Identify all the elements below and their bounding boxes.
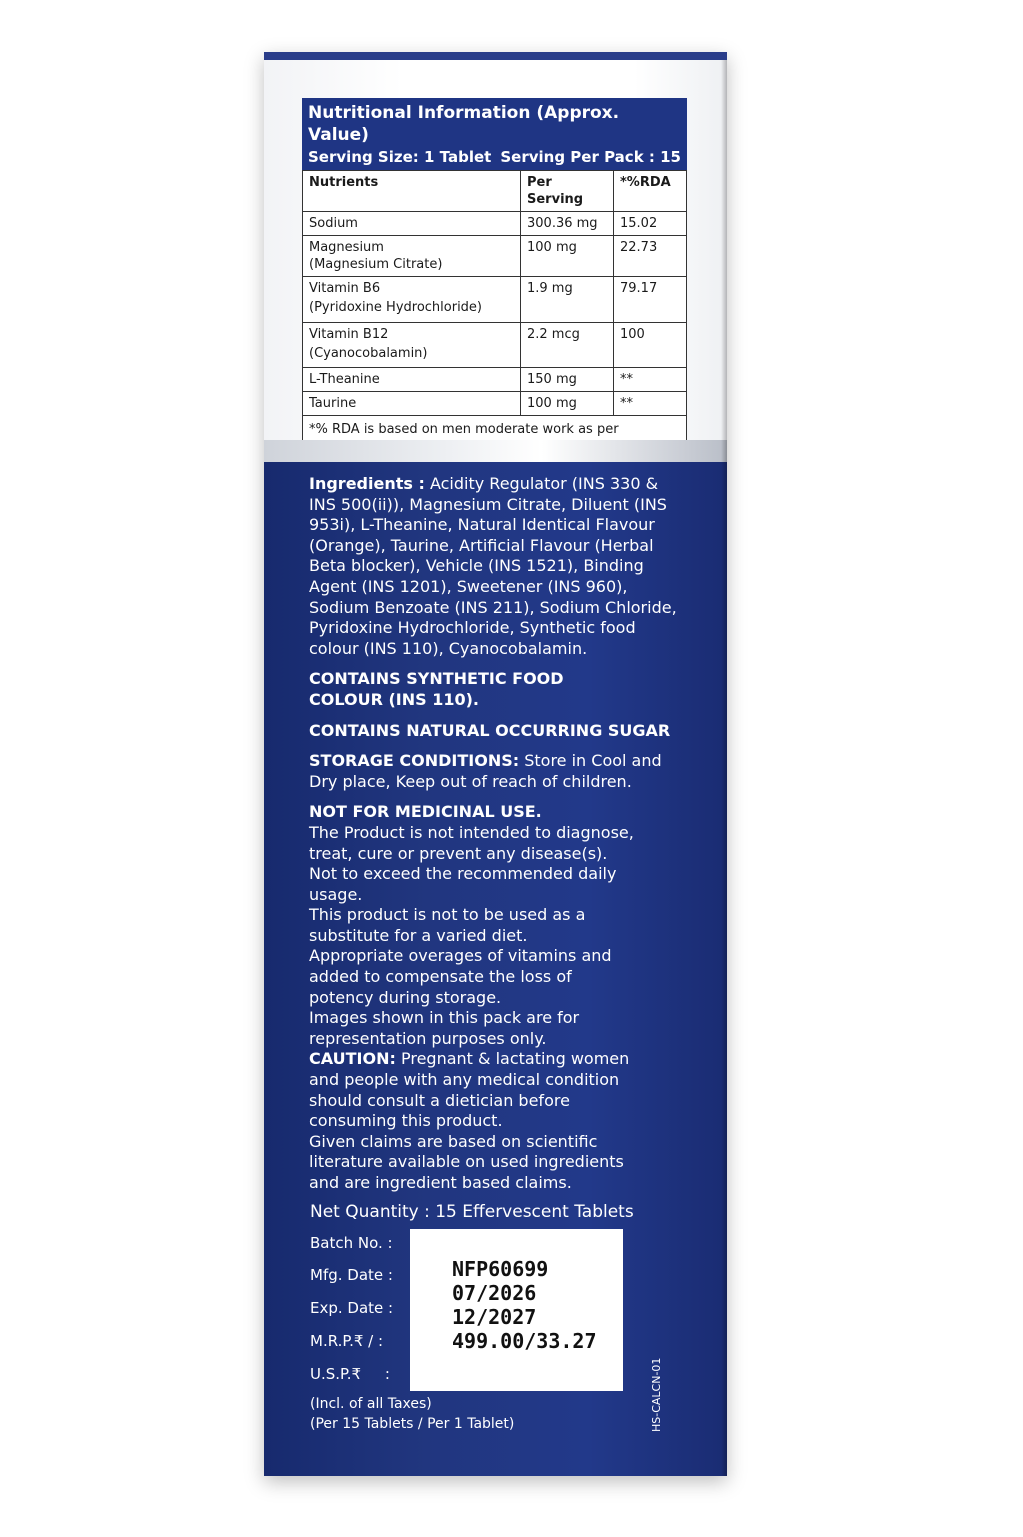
synthetic-colour-notice: CONTAINS SYNTHETIC FOOD COLOUR (INS 110).	[309, 669, 564, 709]
not-medicinal-line: Images shown in this pack are for representation purposes only.	[309, 1008, 580, 1048]
nutrition-title: Nutritional Information (Approx. Value)	[308, 103, 620, 145]
nutrient-rda: 79.17	[614, 277, 687, 323]
not-medicinal-label: NOT FOR MEDICINAL USE.	[309, 802, 542, 822]
header-nutrients: Nutrients	[303, 171, 521, 212]
nutrient-name: Vitamin B6	[309, 281, 381, 296]
nutrition-header	[302, 98, 687, 170]
nutrient-source: (Pyridoxine Hydrochloride)	[309, 300, 483, 315]
storage-label: STORAGE CONDITIONS:	[309, 751, 520, 771]
storage-conditions	[309, 751, 689, 792]
caution-label: CAUTION:	[309, 1049, 396, 1069]
storage-text: Store in Cool and Dry place, Keep out of reach of children.	[309, 751, 662, 791]
not-medicinal-line: The Product is not intended to diagnose, treat, cure or prevent any disease(s).	[309, 822, 634, 863]
nutrient-rda: 22.73	[614, 236, 687, 277]
natural-sugar-notice: CONTAINS NATURAL OCCURRING SUGAR	[309, 720, 671, 740]
not-medicinal-block	[309, 802, 689, 1193]
not-medicinal-line: Appropriate overages of vitamins and added to compensate the loss of potency during storage.	[309, 946, 612, 1007]
ingredients-label: Ingredients :	[309, 474, 425, 493]
nutrient-amount: 100 mg	[521, 392, 614, 416]
box-top-edge	[264, 52, 727, 60]
ingredients-paragraph	[309, 474, 689, 659]
nutrient-cell	[303, 236, 521, 277]
batch-sticker	[410, 1229, 623, 1391]
nutrient-name: Magnesium	[309, 240, 384, 255]
table-row	[303, 323, 687, 368]
nutrient-amount: 1.9 mg	[521, 277, 614, 323]
batch-label: Batch No. :	[310, 1234, 393, 1252]
product-box	[264, 52, 727, 1476]
product-code: HS-CALCN-01	[650, 1357, 663, 1432]
nutrient-rda: **	[614, 392, 687, 416]
nutrient-name: Sodium	[303, 212, 521, 236]
nutrient-source: (Cyanocobalamin)	[309, 346, 428, 361]
table-row	[303, 212, 687, 236]
serving-info	[308, 146, 681, 168]
caution-text: Pregnant & lactating women and people with any medical condition should consult a dietician before consuming this product.	[309, 1049, 630, 1131]
ingredients-block	[309, 474, 689, 1194]
nutrient-amount: 150 mg	[521, 368, 614, 392]
caution-paragraph	[309, 1049, 639, 1131]
not-medicinal-line: Not to exceed the recommended daily usage.	[309, 864, 617, 904]
mfg-date: 07/2026	[452, 1281, 537, 1305]
per-unit-note: (Per 15 Tablets / Per 1 Tablet)	[310, 1416, 515, 1432]
nutrition-table	[302, 98, 687, 482]
nutrient-cell	[303, 323, 521, 368]
nutrient-rda: **	[614, 368, 687, 392]
nutrient-cell	[303, 277, 521, 323]
nutrient-name: L-Theanine	[303, 368, 521, 392]
table-row	[303, 277, 687, 323]
nutrient-name: Vitamin B12	[309, 327, 389, 342]
not-medicinal-line: This product is not to be used as a substitute for a varied diet.	[309, 905, 586, 945]
tax-note: (Incl. of all Taxes)	[310, 1396, 432, 1412]
white-label-panel	[264, 60, 727, 462]
table-row	[303, 236, 687, 277]
table-header-row	[303, 171, 687, 212]
mrp-value: 499.00/33.27	[452, 1329, 597, 1353]
nutrient-source: (Magnesium Citrate)	[309, 257, 443, 272]
usp-label: U.S.P.₹ :	[310, 1365, 390, 1383]
serving-per-pack: Serving Per Pack : 15	[500, 148, 681, 166]
nutrient-rda: 15.02	[614, 212, 687, 236]
ingredients-text: Acidity Regulator (INS 330 & INS 500(ii)), Magnesium Citrate, Diluent (INS 953i), L-Theanine, Natural Identical Flavour (Orange), Taurine, Artificial Flavour (Herbal Beta blocker), Vehicle (INS 1521), Binding Agent (INS 1201), Sweetener (INS 960), Sodium Benzoate (INS 211), Sodium Chloride, Pyridoxine Hydrochloride, Synthetic food colour (INS 110), Cyanocobalamin.	[309, 474, 677, 658]
mfg-label: Mfg. Date :	[310, 1266, 393, 1284]
table-row	[303, 368, 687, 392]
nutrient-rda: 100	[614, 323, 687, 368]
claims-note: Given claims are based on scientific literature available on used ingredients and are ingredient based claims.	[309, 1131, 624, 1192]
serving-size: Serving Size: 1 Tablet	[308, 148, 492, 166]
nutrient-amount: 2.2 mcg	[521, 323, 614, 368]
batch-number: NFP60699	[452, 1257, 549, 1281]
rda-footnote: *% RDA is based on men moderate work as per	[309, 422, 619, 437]
net-quantity: Net Quantity : 15 Effervescent Tablets	[310, 1202, 634, 1222]
table-row	[303, 392, 687, 416]
header-per-serving: Per Serving	[521, 171, 614, 212]
header-rda: *%RDA	[614, 171, 687, 212]
exp-date: 12/2027	[452, 1305, 537, 1329]
exp-label: Exp. Date :	[310, 1299, 394, 1317]
nutrient-name: Taurine	[303, 392, 521, 416]
silver-band	[264, 440, 727, 462]
box-side-shadow	[721, 60, 727, 1476]
nutrient-amount: 300.36 mg	[521, 212, 614, 236]
nutrient-amount: 100 mg	[521, 236, 614, 277]
mrp-label: M.R.P.₹ / :	[310, 1332, 384, 1350]
nutrients-grid	[302, 170, 687, 482]
